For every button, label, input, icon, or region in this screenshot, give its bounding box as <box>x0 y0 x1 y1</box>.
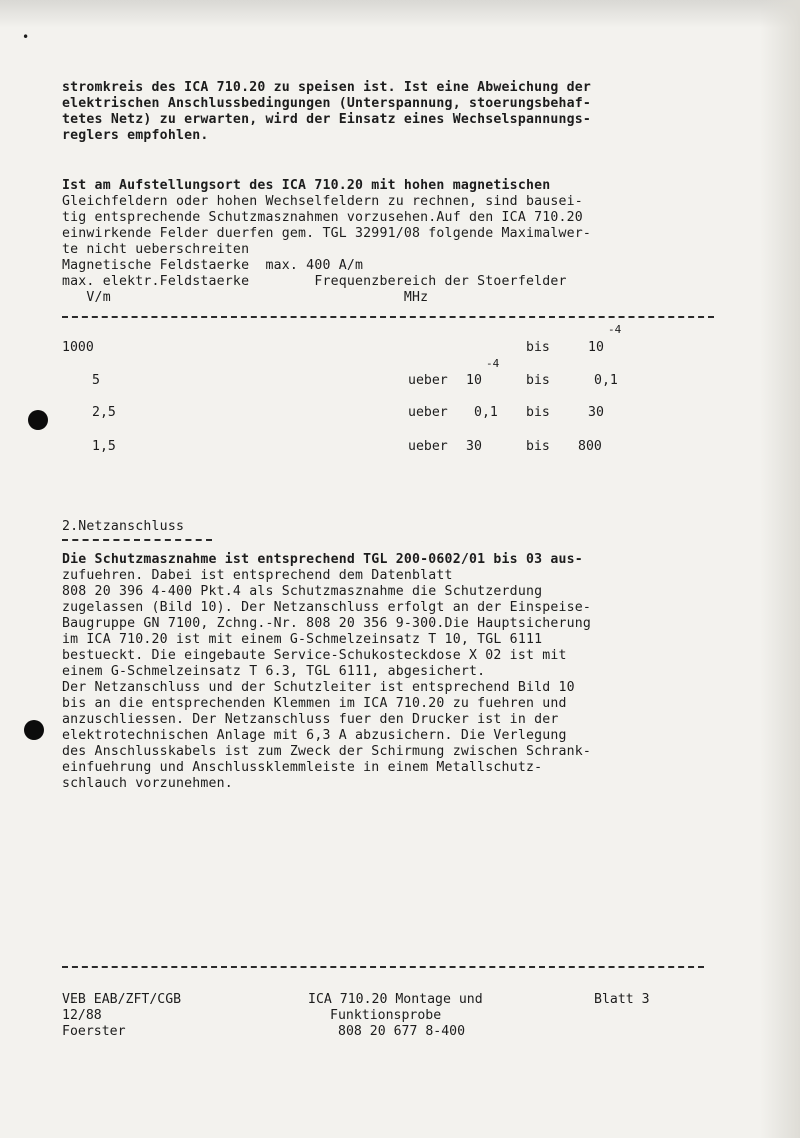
paragraph1-line: reglers empfohlen. <box>62 128 209 143</box>
section-line: Die Schutzmasznahme ist entsprechend TGL 200-0602/01 bis 03 aus- <box>62 552 583 567</box>
section-line: Der Netzanschluss und der Schutzleiter ist entsprechend Bild 10 <box>62 680 575 695</box>
footer-date: 12/88 <box>62 1008 102 1023</box>
field-value: 1000 <box>62 340 94 355</box>
section-line: zugelassen (Bild 10). Der Netzanschluss erfolgt an der Einspeise- <box>62 600 592 615</box>
section-line: bestueckt. Die eingebaute Service-Schukosteckdose X 02 ist mit <box>62 648 567 663</box>
range-to-exponent: -4 <box>608 323 622 336</box>
field-value: 5 <box>92 373 100 388</box>
section-line: bis an die entsprechenden Klemmen im ICA 710.20 zu fuehren und <box>62 696 567 711</box>
scan-speck: • <box>22 30 30 44</box>
range-bis: bis <box>526 405 550 420</box>
footer-sheet-number: Blatt 3 <box>594 992 650 1007</box>
section-line: anzuschliessen. Der Netzanschluss fuer den Drucker ist in der <box>62 712 559 727</box>
paragraph2-line: V/m MHz <box>62 290 429 305</box>
section-line: des Anschlusskabels ist zum Zweck der Schirmung zwischen Schrank- <box>62 744 592 759</box>
range-bis: bis <box>526 373 550 388</box>
range-prefix: ueber <box>408 439 448 454</box>
punch-hole <box>24 720 44 740</box>
paragraph2-line: te nicht ueberschreiten <box>62 242 250 257</box>
paragraph1-line: tetes Netz) zu erwarten, wird der Einsatz eines Wechselspannungs- <box>62 112 592 127</box>
footer-author: Foerster <box>62 1024 126 1039</box>
range-from: 0,1 <box>474 405 498 420</box>
section-heading-underline <box>62 539 212 541</box>
paragraph1-line: stromkreis des ICA 710.20 zu speisen ist. Ist eine Abweichung der <box>62 80 592 95</box>
range-from: 10 <box>466 373 482 388</box>
range-to: 30 <box>588 405 604 420</box>
range-prefix: ueber <box>408 373 448 388</box>
section-line: Baugruppe GN 7100, Zchng.-Nr. 808 20 356 9-300.Die Hauptsicherung <box>62 616 592 631</box>
scan-right-shadow <box>760 0 800 1138</box>
range-to: 800 <box>578 439 602 454</box>
footer-doc-number: 808 20 677 8-400 <box>338 1024 466 1039</box>
paragraph1-line: elektrischen Anschlussbedingungen (Unterspannung, stoerungsbehaf- <box>62 96 592 111</box>
field-value: 1,5 <box>92 439 116 454</box>
paragraph2-line: tig entsprechende Schutzmasznahmen vorzusehen.Auf den ICA 710.20 <box>62 210 583 225</box>
range-to: 10 <box>588 340 604 355</box>
section-line: im ICA 710.20 ist mit einem G-Schmelzeinsatz T 10, TGL 6111 <box>62 632 543 647</box>
field-value: 2,5 <box>92 405 116 420</box>
range-from-exponent: -4 <box>486 357 500 370</box>
scan-top-shadow <box>0 0 800 28</box>
section-line: einem G-Schmelzeinsatz T 6.3, TGL 6111, abgesichert. <box>62 664 486 679</box>
section-heading: 2.Netzanschluss <box>62 519 185 534</box>
paragraph2-line: max. elektr.Feldstaerke Frequenzbereich der Stoerfelder <box>62 274 567 289</box>
footer-org: VEB EAB/ZFT/CGB <box>62 992 182 1007</box>
range-to: 0,1 <box>594 373 618 388</box>
paragraph2-line: Ist am Aufstellungsort des ICA 710.20 mit hohen magnetischen <box>62 178 551 193</box>
range-bis: bis <box>526 439 550 454</box>
range-prefix: ueber <box>408 405 448 420</box>
section-line: schlauch vorzunehmen. <box>62 776 233 791</box>
footer-doc-subtitle: Funktionsprobe <box>330 1008 442 1023</box>
footer-doc-title: ICA 710.20 Montage und <box>308 992 483 1007</box>
section-line: zufuehren. Dabei ist entsprechend dem Datenblatt <box>62 568 453 583</box>
section-line: elektrotechnischen Anlage mit 6,3 A abzusichern. Die Verlegung <box>62 728 567 743</box>
section-line: einfuehrung und Anschlussklemmleiste in einem Metallschutz- <box>62 760 543 775</box>
paragraph2-line: Gleichfeldern oder hohen Wechselfeldern zu rechnen, sind bausei- <box>62 194 583 209</box>
range-from: 30 <box>466 439 482 454</box>
range-bis: bis <box>526 340 550 355</box>
footer-separator <box>62 966 704 968</box>
section-line: 808 20 396 4-400 Pkt.4 als Schutzmasznahme die Schutzerdung <box>62 584 543 599</box>
table-separator <box>62 316 714 318</box>
paragraph2-line: Magnetische Feldstaerke max. 400 A/m <box>62 258 364 273</box>
paragraph2-line: einwirkende Felder duerfen gem. TGL 32991/08 folgende Maximalwer- <box>62 226 592 241</box>
punch-hole <box>28 410 48 430</box>
